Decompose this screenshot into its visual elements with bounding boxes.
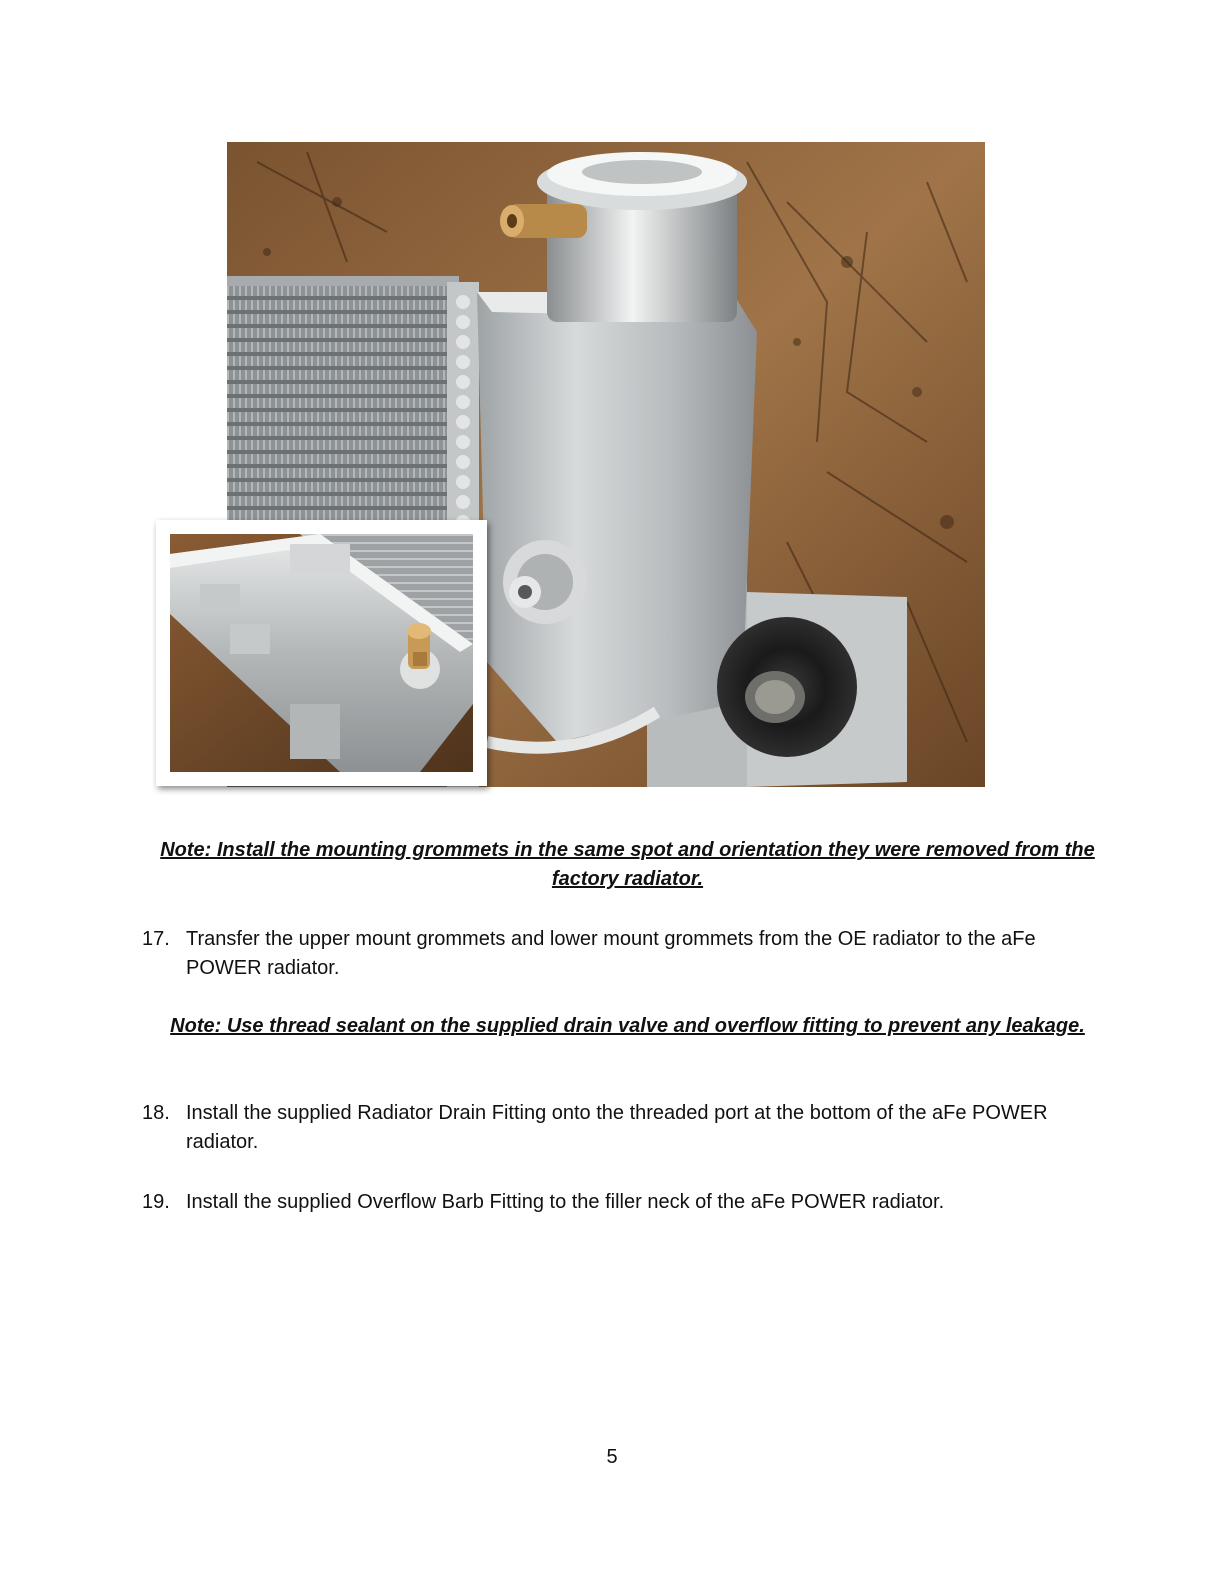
inset-photo-frame bbox=[156, 520, 487, 786]
note-thread-sealant: Note: Use thread sealant on the supplied drain valve and overflow fitting to prevent any leakage. bbox=[170, 1015, 1085, 1037]
step-18 bbox=[142, 1099, 1062, 1157]
note-grommet-orientation: Note: Install the mounting grommets in the same spot and orientation they were removed from the factory radiator. bbox=[160, 839, 1095, 890]
inset-photo bbox=[170, 534, 473, 772]
step-17 bbox=[142, 925, 1062, 983]
page-number: 5 bbox=[606, 1446, 618, 1468]
step-text: Install the supplied Radiator Drain Fitting onto the threaded port at the bottom of the aFe POWER radiator. bbox=[186, 1102, 1048, 1153]
step-text: Transfer the upper mount grommets and lower mount grommets from the OE radiator to the aFe POWER radiator. bbox=[186, 928, 1036, 979]
step-number: 17. bbox=[142, 928, 170, 950]
step-number: 18. bbox=[142, 1102, 170, 1124]
step-text: Install the supplied Overflow Barb Fitting to the filler neck of the aFe POWER radiator. bbox=[186, 1191, 945, 1213]
step-number: 19. bbox=[142, 1191, 170, 1213]
step-19 bbox=[142, 1188, 1062, 1217]
